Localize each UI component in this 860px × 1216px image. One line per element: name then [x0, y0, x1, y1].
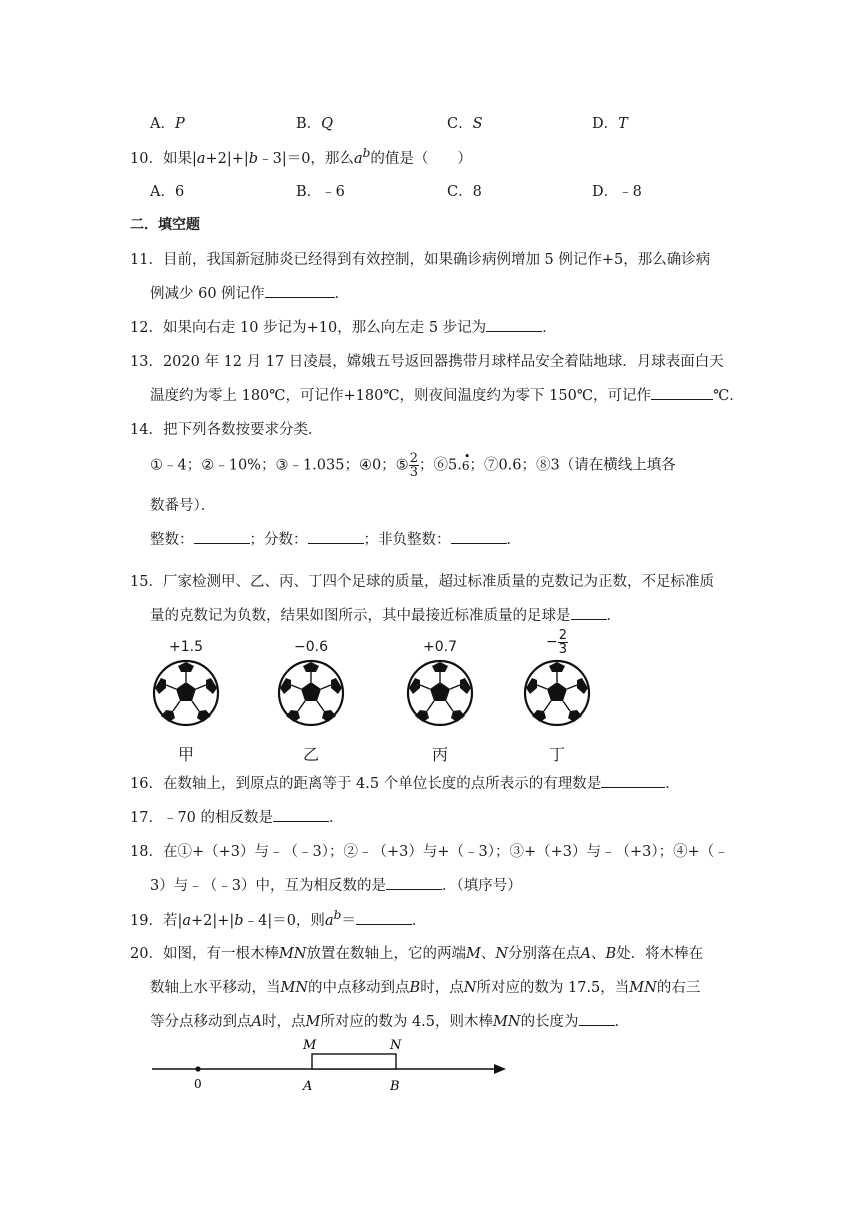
q20-number-line-figure [148, 1032, 510, 1092]
point-a-label: A [303, 1079, 313, 1092]
q13-line1: 13．2020 年 12 月 17 日凌晨，嫦娥五号返回器携带月球样品安全着陆地球．月球表面白天 [130, 354, 724, 370]
soccer-ball-icon [522, 658, 592, 728]
q20-line3: 等分点移动到点A时，点M所对应的数为 4.5，则木棒MN的长度为 ． [150, 1010, 629, 1031]
rod-end-n-label: N [390, 1038, 402, 1053]
q15-answer-blank[interactable] [571, 605, 607, 620]
q9-option-b[interactable]: B．Q [296, 116, 334, 132]
q14-nonneg-integer-blank[interactable] [451, 529, 507, 544]
q9-option-c[interactable]: C．S [447, 116, 483, 132]
q10-option-a[interactable]: A．6 [150, 184, 185, 200]
ball-value: − $\frac{2}{3}$ [545, 627, 567, 657]
rod-end-m-label: M [303, 1038, 317, 1053]
q9-option-d[interactable]: D．T [592, 116, 628, 132]
q19-stem: 19．若|a+2|+|b﹣4|＝0，则$a^b=$ ． [130, 908, 427, 929]
axis-arrow-icon [494, 1064, 506, 1074]
q14-categories: 整数： ；分数： ；非负整数： ． [150, 528, 521, 549]
q11-line1: 11．目前，我国新冠肺炎已经得到有效控制，如果确诊病例增加 5 例记作+5，那么确诊病 [130, 252, 711, 268]
q14-fraction: $\frac{2}{3}$ [409, 451, 418, 480]
q14-repeating-digit: • 6 [461, 449, 471, 473]
origin-dot [195, 1066, 200, 1071]
soccer-ball-icon [276, 658, 346, 728]
ball-name: 甲 [177, 745, 194, 764]
ball-name: 乙 [302, 745, 319, 764]
q10-option-b[interactable]: B．﹣6 [296, 184, 345, 200]
q14-integer-blank[interactable] [194, 529, 250, 544]
rod-mn [312, 1054, 396, 1069]
q14-items: ①﹣4；②﹣10%；③﹣1.035；④0；⑤ $\frac{2}{3}$ ；⑥5. • 6；⑦0.6；⑧3（请在横线上填各 [150, 449, 676, 480]
q18-answer-blank[interactable] [386, 875, 442, 890]
q12-stem: 12．如果向右走 10 步记为+10，那么向左走 5 步记为 ． [130, 316, 557, 337]
q15-line2: 量的克数记为负数，结果如图所示，其中最接近标准质量的足球是 ． [150, 604, 621, 625]
ball-bing [402, 636, 478, 765]
q15-line1: 15．厂家检测甲、乙、丙、丁四个足球的质量，超过标准质量的克数记为正数，不足标准质 [130, 574, 714, 590]
q19-answer-blank[interactable] [356, 910, 412, 925]
ball-value: −0.6 [294, 639, 328, 655]
soccer-ball-icon [151, 658, 221, 728]
ball-value: +0.7 [423, 639, 457, 655]
q10-option-d[interactable]: D．﹣8 [592, 184, 642, 200]
q13-answer-blank[interactable] [651, 385, 713, 400]
q20-line2: 数轴上水平移动，当MN的中点移动到点B时，点N所对应的数为 17.5，当MN的右三 [150, 980, 701, 996]
point-b-label: B [390, 1079, 400, 1092]
ball-value: +1.5 [169, 639, 203, 655]
q9-option-a[interactable]: A．P [150, 116, 185, 132]
ball-yi [273, 636, 349, 765]
q12-answer-blank[interactable] [486, 317, 542, 332]
q14-intro: 14．把下列各数按要求分类． [130, 422, 323, 438]
q16-answer-blank[interactable] [601, 773, 665, 788]
section-title: 二．填空题 [130, 217, 200, 233]
q10-stem: 10．如果|a+2|+|b﹣3|＝0，那么$a^b$的值是（ ） [130, 146, 472, 167]
q11-line2: 例减少 60 例记作 ． [150, 282, 349, 303]
ball-jia [148, 636, 224, 765]
ball-name: 丁 [548, 745, 565, 764]
q14-line2: 数番号）． [150, 498, 216, 514]
q18-line2: 3）与﹣（﹣3）中，互为相反数的是 ．（填序号） [150, 874, 522, 895]
ball-ding [519, 626, 595, 765]
q13-line2: 温度约为零上 180℃，可记作+180℃，则夜间温度约为零下 150℃，可记作 ℃． [150, 384, 744, 405]
q20-line1: 20．如图，有一根木棒MN放置在数轴上，它的两端M、N分别落在点A、B处．将木棒在 [130, 946, 704, 962]
soccer-ball-icon [405, 658, 475, 728]
q16-stem: 16．在数轴上，到原点的距离等于 4.5 个单位长度的点所表示的有理数是 ． [130, 772, 680, 793]
q10-option-c[interactable]: C．8 [447, 184, 482, 200]
q17-stem: 17．﹣70 的相反数是 ． [130, 806, 344, 827]
origin-label: 0 [194, 1077, 202, 1091]
q18-line1: 18．在①+（+3）与﹣（﹣3）；②﹣（+3）与+（﹣3）；③+（+3）与﹣（+3）；④+（﹣ [130, 844, 729, 860]
q20-answer-blank[interactable] [579, 1011, 615, 1026]
ball-name: 丙 [431, 745, 448, 764]
q11-answer-blank[interactable] [265, 283, 335, 298]
q17-answer-blank[interactable] [273, 807, 329, 822]
q14-fraction-blank[interactable] [308, 529, 364, 544]
